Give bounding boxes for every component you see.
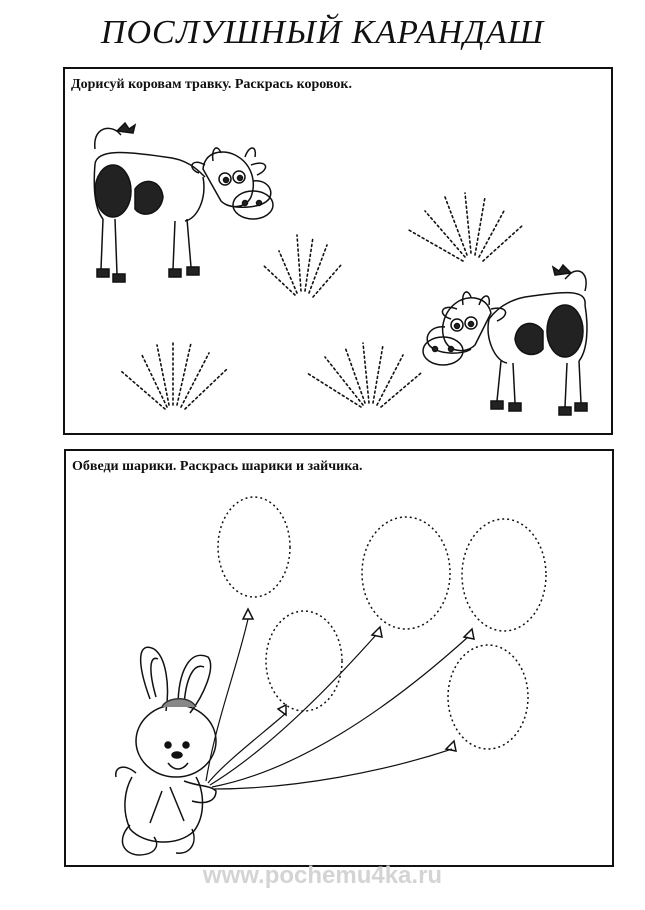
- balloon-outline-3: [362, 517, 450, 629]
- grass-patch-4: [307, 343, 421, 407]
- task-panel-cows: [63, 67, 613, 435]
- cows-illustration: [65, 69, 611, 433]
- task-instruction-balloons: Обведи шарики. Раскрась шарики и зайчика.: [72, 459, 363, 474]
- page-title: ПОСЛУШНЫЙ КАРАНДАШ: [100, 14, 545, 51]
- bunny: [116, 647, 216, 855]
- balloon-outline-5: [448, 645, 528, 749]
- grass-patch-1: [263, 235, 341, 297]
- balloon-outline-2: [266, 611, 342, 711]
- task-instruction-cows: Дорисуй коровам травку. Раскрась коровок.: [71, 77, 352, 92]
- balloons-illustration: [66, 451, 612, 865]
- cow-right: [423, 265, 587, 415]
- balloon-outline-4: [462, 519, 546, 631]
- cow-left: [94, 123, 273, 282]
- grass-patch-3: [121, 343, 227, 409]
- task-panel-balloons: [64, 449, 614, 867]
- grass-patch-2: [407, 193, 523, 261]
- balloon-outline-1: [218, 497, 290, 597]
- site-watermark: www.pochemu4ka.ru: [202, 862, 443, 889]
